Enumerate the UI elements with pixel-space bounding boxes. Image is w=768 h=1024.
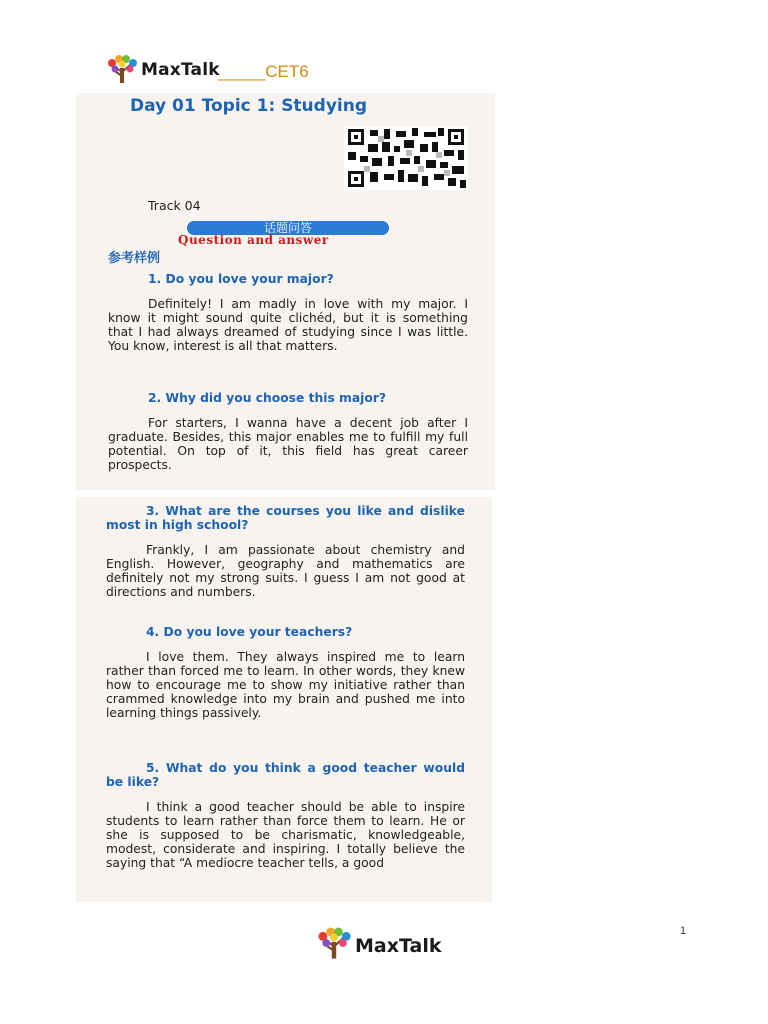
question-3: 3. What are the courses you like and dislike most in high school? xyxy=(106,504,465,532)
track-label: Track 04 xyxy=(148,198,201,213)
answer-3: Frankly, I am passionate about chemistry and English. However, geography and mathematics are definitely not my strong suits. I guess I am not good at directions and numbers. xyxy=(106,543,465,599)
footer-brand: MaxTalk xyxy=(355,935,442,957)
question-2: 2. Why did you choose this major? xyxy=(148,391,387,405)
question-1: 1. Do you love your major? xyxy=(148,272,334,286)
sample-heading: 参考样例 xyxy=(108,251,161,266)
topic-pill: 话题问答 xyxy=(187,221,389,235)
topic-pill-subtitle: Question and answer xyxy=(178,233,329,247)
qr-code-icon xyxy=(344,126,468,190)
page-title: Day 01 Topic 1: Studying xyxy=(130,96,368,116)
answer-1: Definitely! I am madly in love with my major. I know it might sound quite clichéd, but it is something that I had always dreamed of studying since I was little. You know, interest is all that matters. xyxy=(108,297,468,353)
answer-5: I think a good teacher should be able to inspire students to learn rather than force them to learn. He or she is supposed to be charismatic, knowledgeable, modest, considerate and inspiring. I totally believe the saying that “A mediocre teacher tells, a good xyxy=(106,800,465,870)
page-number: 1 xyxy=(680,925,687,937)
answer-2: For starters, I wanna have a decent job after I graduate. Besides, this major enables me to fulfill my full potential. On top of it, this field has great career prospects. xyxy=(108,416,468,472)
tree-logo-icon xyxy=(314,926,354,960)
header-suffix: _____CET6 xyxy=(218,62,309,81)
answer-4: I love them. They always inspired me to learn rather than forced me to learn. In other words, they knew how to encourage me to show my initiative rather than crammed knowledge into my brain and pushed me into learning things passively. xyxy=(106,650,465,720)
question-4: 4. Do you love your teachers? xyxy=(146,625,353,639)
question-5: 5. What do you think a good teacher would be like? xyxy=(106,761,465,789)
header-brand: MaxTalk xyxy=(141,60,220,80)
tree-logo-icon xyxy=(104,54,140,84)
